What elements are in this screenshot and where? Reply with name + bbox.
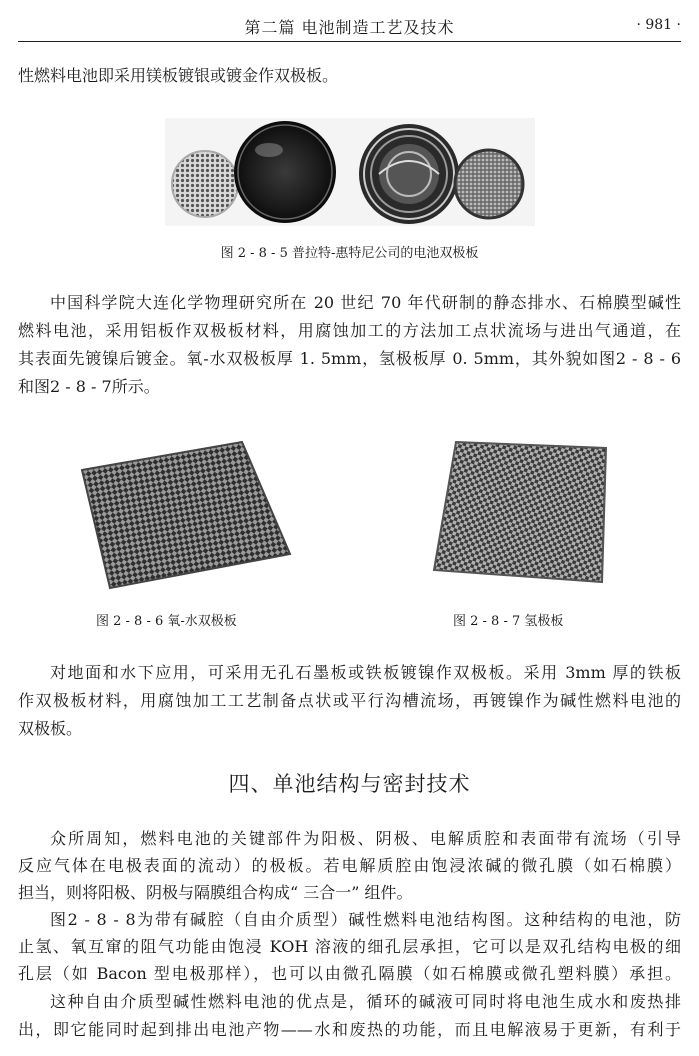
para3-line-1: 众所周知，燃料电池的关键部件为阳极、阴极、电解质腔和表面带有流场（引导 [50, 829, 681, 848]
hydrogen-plate-image [426, 432, 614, 590]
figure-2-8-5-photo [165, 118, 535, 226]
para5-line-1: 这种自由介质型碱性燃料电池的优点是，循环的碱液可同时将电池生成水和废热排 [50, 992, 681, 1011]
page-number: · 981 · [636, 17, 681, 33]
para2-line-3: 双极板。 [18, 719, 83, 738]
intro-line: 性燃料电池即采用镁板镀银或镀金作双极板。 [18, 66, 339, 85]
bipolar-plates-image [165, 118, 535, 226]
para3-line-3: 担当，则将阳极、阴极与隔膜组合构成“ 三合一” 组件。 [18, 883, 413, 902]
running-header-title: 第二篇 电池制造工艺及技术 [244, 18, 455, 37]
header-rule [18, 41, 681, 42]
para2-line-2: 作双极板材料，用腐蚀加工工艺制备点状或平行沟槽流场，再镀镍作为碱性燃料电池的 [18, 691, 681, 710]
para4-line-2: 止氢、氧互窜的阻气功能由饱浸 KOH 溶液的细孔层承担，它可以是双孔结构电极的细 [18, 937, 681, 956]
para1-line-4: 和图2 - 8 - 7所示。 [18, 377, 160, 396]
section-heading: 四、单池结构与密封技术 [228, 772, 471, 796]
para5-line-2: 出，即它能同时起到排出电池产物——水和废热的功能，而且电解液易于更新，有利于 [18, 1020, 681, 1039]
figure-2-8-7-photo [426, 432, 614, 590]
para4-line-1: 图2 - 8 - 8为带有碱腔（自由介质型）碱性燃料电池结构图。这种结构的电池，防 [50, 910, 681, 929]
figure-2-8-6-photo [70, 434, 295, 594]
para3-line-2: 反应气体在电极表面的流动）的极板。若电解质腔由饱浸浓碱的微孔膜（如石棉膜） [18, 856, 681, 875]
figure-2-8-5-caption: 图 2 - 8 - 5 普拉特-惠特尼公司的电池双极板 [220, 246, 479, 261]
para2-line-1: 对地面和水下应用，可采用无孔石墨板或铁板镀镍作双极板。采用 3mm 厚的铁板 [50, 663, 681, 682]
figure-2-8-7-caption: 图 2 - 8 - 7 氢极板 [453, 614, 564, 629]
oxygen-water-bipolar-plate-image [70, 434, 295, 594]
para1-line-1: 中国科学院大连化学物理研究所在 20 世纪 70 年代研制的静态排水、石棉膜型碱性 [50, 293, 681, 312]
figure-2-8-6-caption: 图 2 - 8 - 6 氧-水双极板 [96, 614, 237, 629]
para4-line-3: 孔层（如 Bacon 型电极那样），也可以由微孔隔膜（如石棉膜或微孔塑料膜）承担。 [18, 964, 681, 983]
para1-line-3: 其表面先镀镍后镀金。氧-水双极板厚 1. 5mm，氢极板厚 0. 5mm，其外貌如图2 - 8 - 6 [18, 349, 681, 368]
para1-line-2: 燃料电池，采用铝板作双极板材料，用腐蚀加工的方法加工点状流场与进出气通道，在 [18, 321, 681, 340]
